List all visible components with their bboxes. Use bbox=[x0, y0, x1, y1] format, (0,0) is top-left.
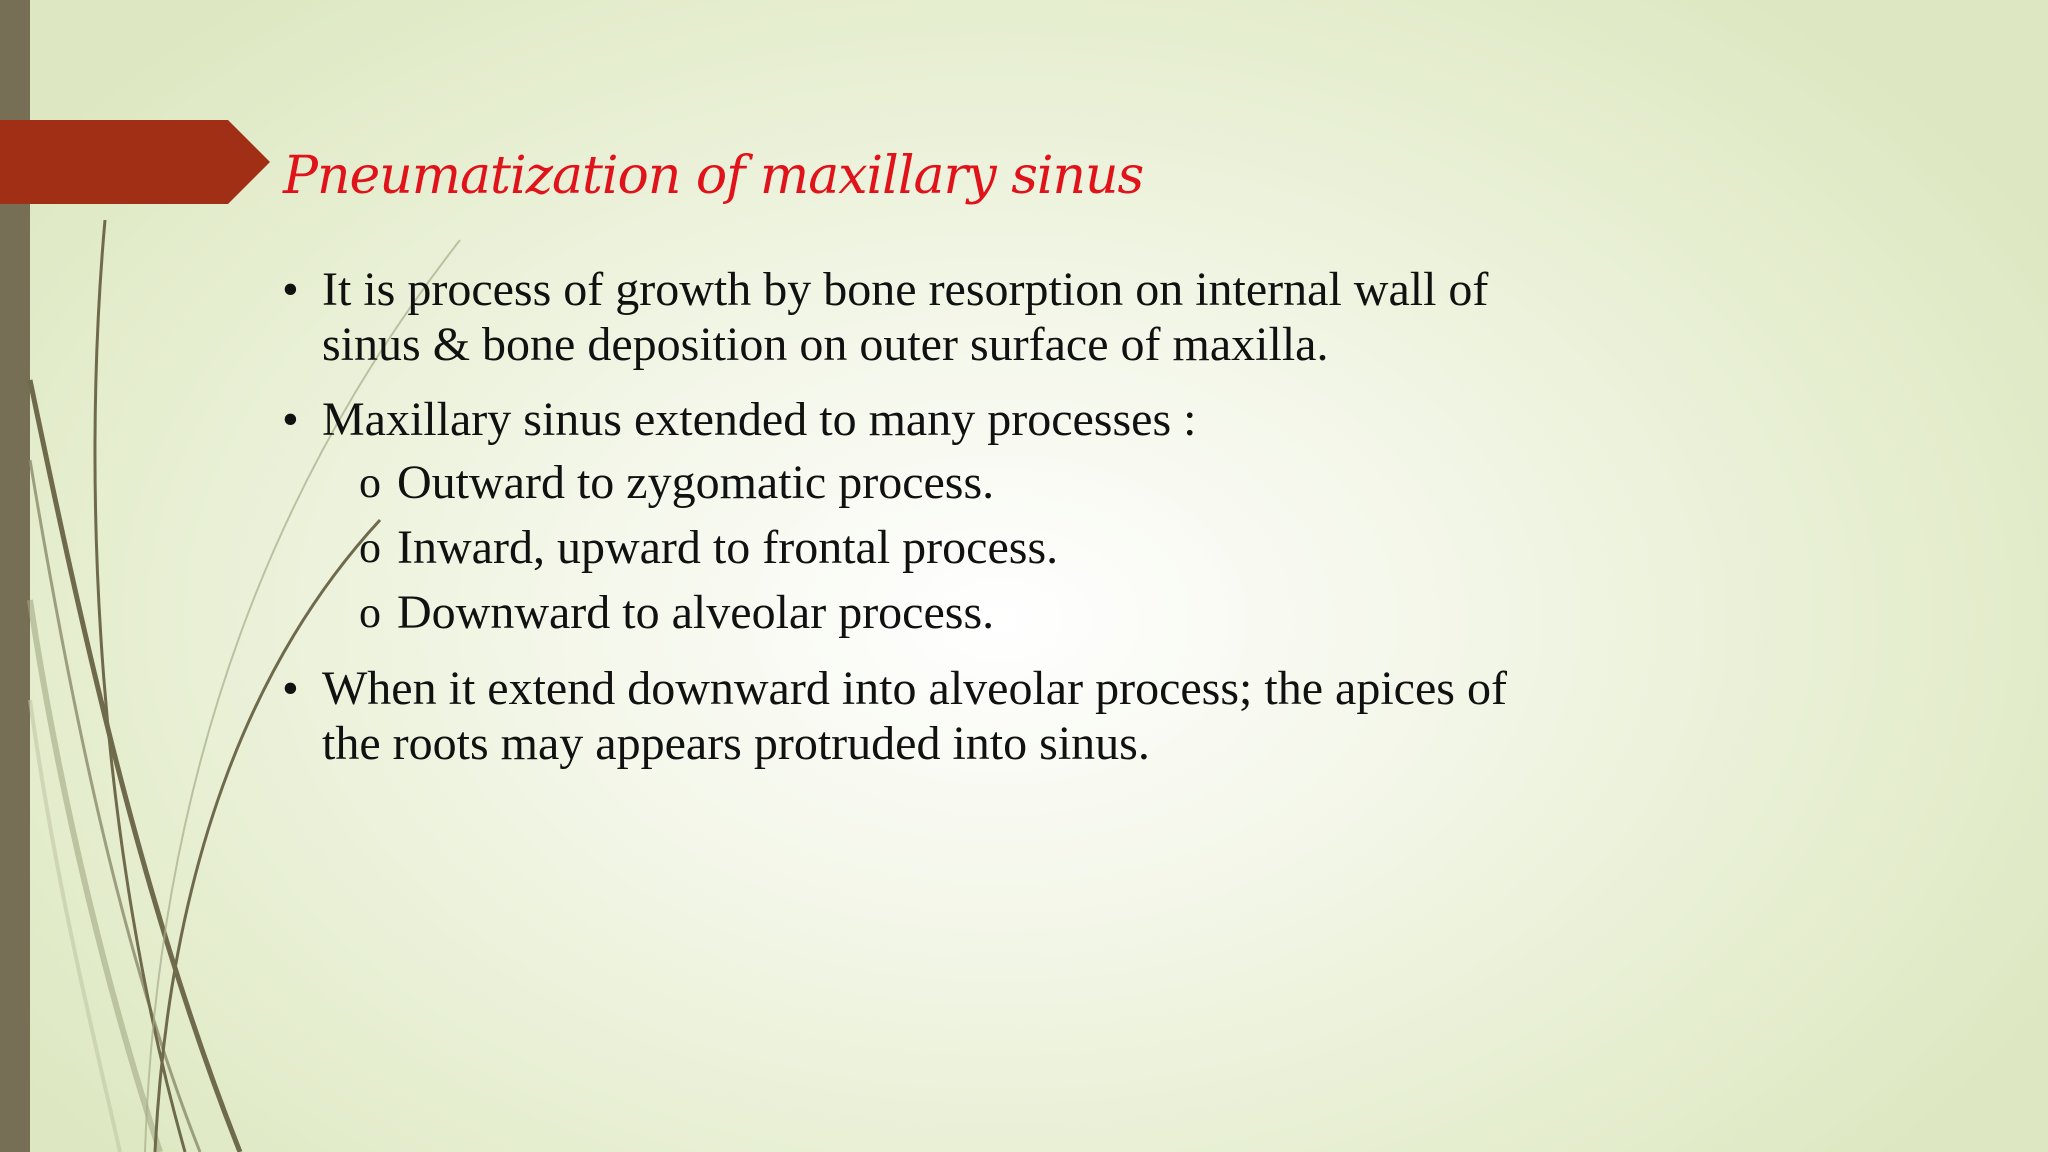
bullet-item bbox=[282, 392, 1682, 447]
bullet-line: Maxillary sinus extended to many processes : bbox=[322, 393, 1197, 446]
bullet-line: the roots may appears protruded into sinus. bbox=[322, 717, 1150, 770]
sub-list bbox=[282, 455, 1682, 641]
sub-bullet-glyph: o bbox=[359, 588, 381, 637]
sub-item bbox=[282, 585, 1682, 641]
title-arrow-accent bbox=[0, 120, 270, 204]
bullet-line: When it extend downward into alveolar process; the apices of bbox=[322, 662, 1507, 715]
sub-item bbox=[282, 455, 1682, 511]
sub-item-text: Downward to alveolar process. bbox=[397, 586, 995, 639]
sub-item bbox=[282, 520, 1682, 576]
bullet-item bbox=[282, 661, 1682, 771]
slide-title: Pneumatization of maxillary sinus bbox=[283, 146, 1144, 206]
sub-item-text: Outward to zygomatic process. bbox=[397, 456, 995, 509]
bullet-line: sinus & bone deposition on outer surface of maxilla. bbox=[322, 318, 1329, 371]
sub-item-text: Inward, upward to frontal process. bbox=[397, 521, 1059, 574]
bullet-glyph: • bbox=[282, 393, 299, 446]
sub-bullet-glyph: o bbox=[359, 523, 381, 572]
slide-body bbox=[282, 262, 1682, 791]
sub-bullet-glyph: o bbox=[359, 458, 381, 507]
bullet-line: It is process of growth by bone resorption on internal wall of bbox=[322, 263, 1489, 316]
bullet-glyph: • bbox=[282, 263, 299, 316]
bullet-glyph: • bbox=[282, 662, 299, 715]
bullet-item bbox=[282, 262, 1682, 372]
